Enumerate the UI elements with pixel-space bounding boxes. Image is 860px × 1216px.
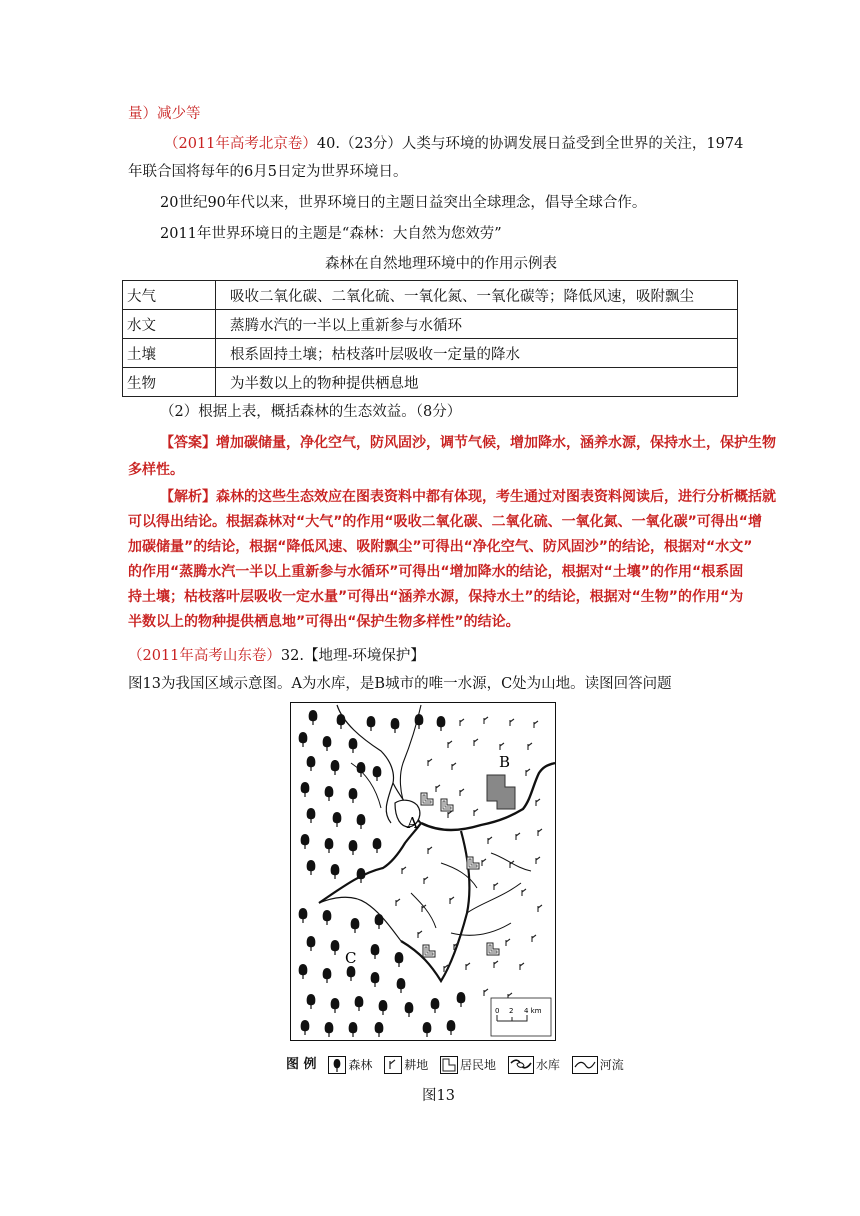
table-cell-key: 土壤 bbox=[123, 339, 216, 368]
legend-title: 图 例 bbox=[286, 1057, 317, 1072]
map-label-c: C bbox=[345, 949, 357, 967]
region-map bbox=[290, 702, 556, 1041]
table-cell-key: 生物 bbox=[123, 368, 216, 397]
question-40-intro: 40.（23分）人类与环境的协调发展日益受到全世界的关注，1974 bbox=[316, 136, 744, 152]
table-cell-value: 根系固持土壤；枯枝落叶层吸收一定量的降水 bbox=[216, 339, 738, 368]
reservoir-icon bbox=[508, 1056, 534, 1074]
table-cell-key: 水文 bbox=[123, 310, 216, 339]
residential-icon bbox=[440, 1056, 458, 1074]
scale-tick-4km: 4 km bbox=[524, 1007, 542, 1015]
source-label-shandong: （2011年高考山东卷） bbox=[128, 648, 281, 664]
table-row bbox=[123, 339, 738, 368]
map-legend bbox=[286, 1053, 626, 1074]
map-label-b: B bbox=[499, 753, 511, 771]
legend-river-label: 河流 bbox=[599, 1058, 624, 1072]
beijing-question-header bbox=[164, 134, 743, 154]
text-line-5: 2011年世界环境日的主题是“森林：大自然为您效劳” bbox=[160, 226, 502, 242]
scale-tick-0: 0 bbox=[495, 1007, 500, 1015]
legend-reservoir-label: 水库 bbox=[535, 1058, 560, 1072]
question-2: （2）根据上表，概括森林的生态效益。（8分） bbox=[160, 404, 462, 420]
legend-farmland-label: 耕地 bbox=[404, 1058, 429, 1072]
table-row bbox=[123, 281, 738, 310]
scale-bar bbox=[491, 998, 551, 1036]
text-line-1: 量）减少等 bbox=[128, 106, 201, 122]
map-intro: 图13为我国区域示意图。A为水库，是B城市的唯一水源，C处为山地。读图回答问题 bbox=[128, 676, 672, 692]
explanation-line-3: 加碳储量”的结论，根据“降低风速、吸附飘尘”可得出“净化空气、防风固沙”的结论，根据对“水文” bbox=[128, 539, 753, 555]
text-line-3: 年联合国将每年的6月5日定为世界环境日。 bbox=[128, 164, 408, 180]
table-cell-value: 吸收二氧化碳、二氧化硫、一氧化氮、一氧化碳等；降低风速，吸附飘尘 bbox=[216, 281, 738, 310]
legend-forest-label: 森林 bbox=[348, 1058, 373, 1072]
farmland-icon bbox=[384, 1056, 402, 1074]
question-32-title: 32.【地理-环境保护】 bbox=[280, 648, 425, 664]
table-cell-value: 蒸腾水汽的一半以上重新参与水循环 bbox=[216, 310, 738, 339]
source-label-beijing: （2011年高考北京卷） bbox=[164, 136, 317, 152]
table-cell-key: 大气 bbox=[123, 281, 216, 310]
river-icon bbox=[572, 1056, 598, 1074]
map-svg bbox=[291, 703, 555, 1040]
map-label-a: A bbox=[407, 814, 418, 832]
residential-symbols bbox=[421, 793, 499, 957]
explanation-line-1: 【解析】森林的这些生态效应在图表资料中都有体现，考生通过对图表资料阅读后，进行分析概括就 bbox=[160, 489, 776, 505]
explanation-line-4: 的作用“蒸腾水汽一半以上重新参与水循环”可得出“增加降水的结论，根据对“土壤”的作用“根系固 bbox=[128, 564, 744, 580]
explanation-line-5: 持土壤；枯枝落叶层吸收一定水量”可得出“涵养水源，保持水土”的结论，根据对“生物”的作用“为 bbox=[128, 589, 744, 605]
explanation-line-6: 半数以上的物种提供栖息地”可得出“保护生物多样性”的结论。 bbox=[128, 614, 520, 630]
figure-caption: 图13 bbox=[422, 1088, 455, 1104]
legend-residential-label: 居民地 bbox=[460, 1058, 497, 1072]
table-title: 森林在自然地理环境中的作用示例表 bbox=[325, 256, 557, 272]
table-row bbox=[123, 310, 738, 339]
text-line-4: 20世纪90年代以来，世界环境日的主题日益突出全球理念，倡导全球合作。 bbox=[160, 195, 647, 211]
table-row bbox=[123, 368, 738, 397]
forest-role-table bbox=[122, 280, 738, 397]
forest-symbols bbox=[299, 710, 466, 1037]
scale-tick-2: 2 bbox=[509, 1007, 514, 1015]
answer-line-2: 多样性。 bbox=[128, 462, 184, 478]
table-cell-value: 为半数以上的物种提供栖息地 bbox=[216, 368, 738, 397]
forest-icon bbox=[328, 1056, 346, 1074]
answer-line-1: 【答案】增加碳储量，净化空气，防风固沙，调节气候，增加降水，涵养水源，保持水土，保护生物 bbox=[160, 435, 776, 451]
city-b-shape bbox=[487, 775, 515, 809]
explanation-line-2: 可以得出结论。根据森林对“大气”的作用“吸收二氧化碳、二氧化硫、一氧化氮、一氧化碳”可得出“增 bbox=[128, 514, 763, 530]
shandong-question-header bbox=[128, 646, 425, 666]
